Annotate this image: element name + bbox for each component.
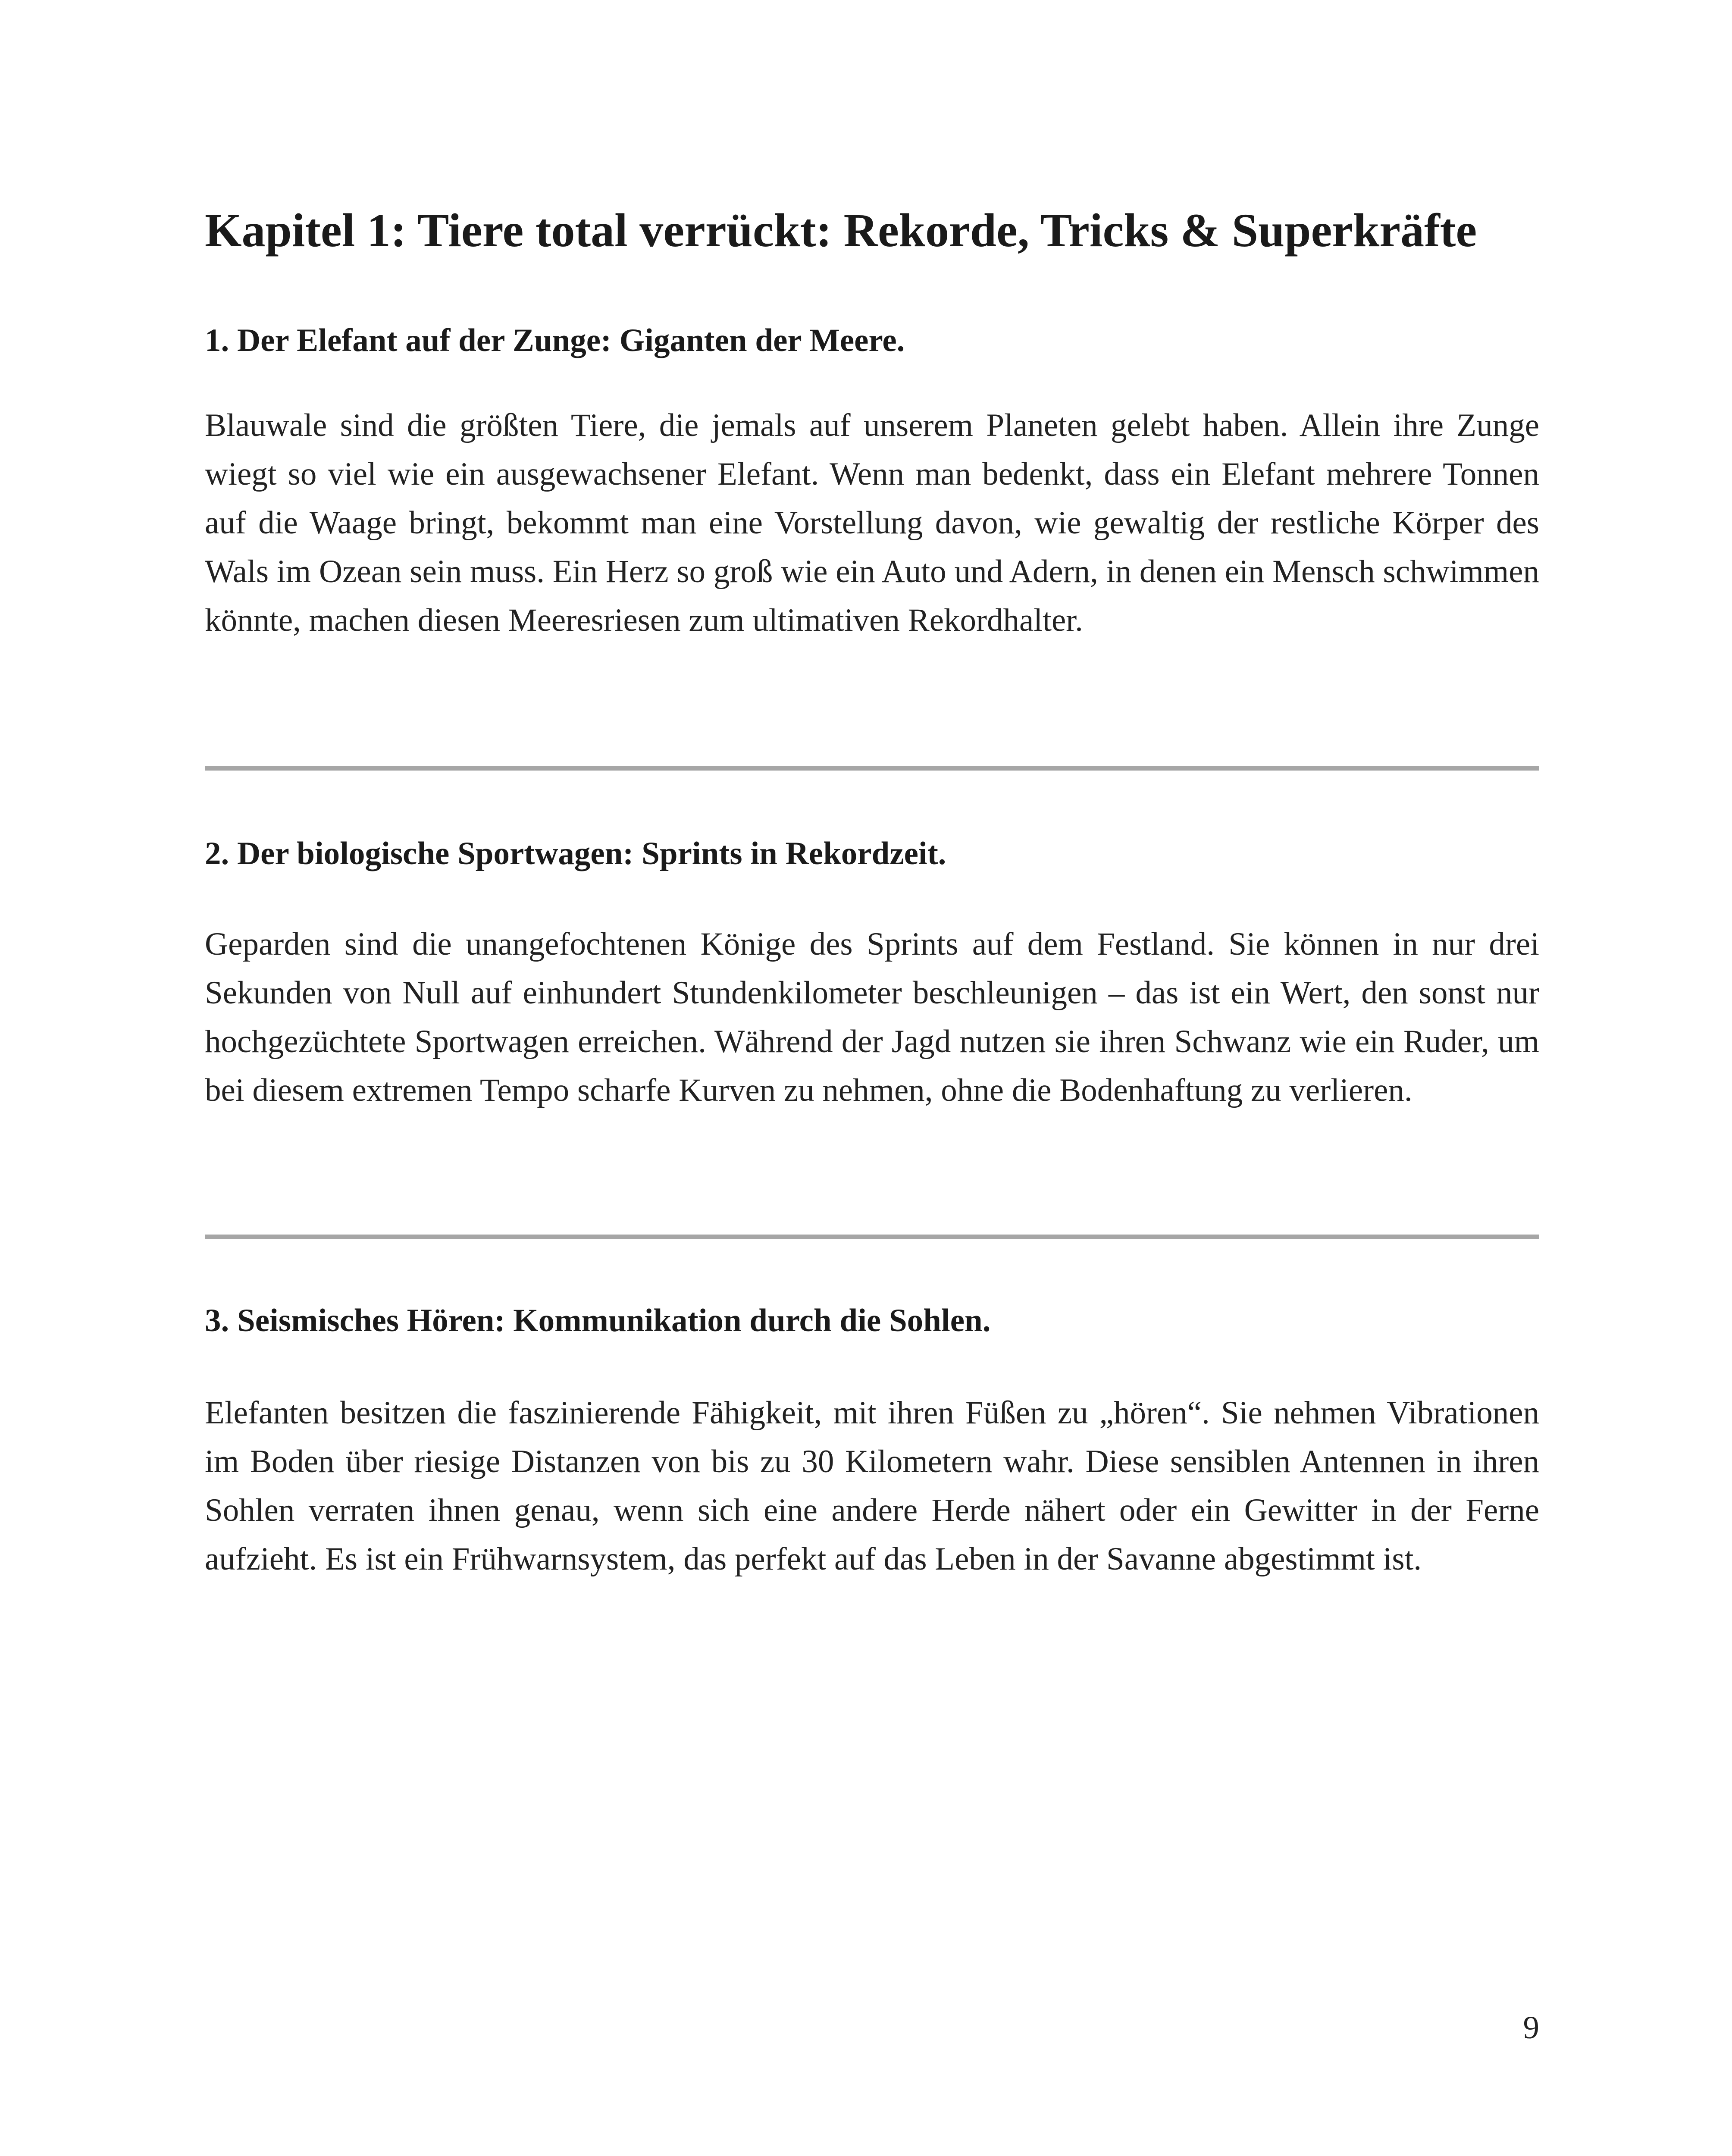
page-number: 9 [1523,2010,1539,2046]
section-paragraph-2: Geparden sind die unangefochtenen Könige des Sprints auf dem Festland. Sie können in nur drei Sekunden von Null auf einhundert Stundenkilometer beschleunigen – das ist ein Wert, den sonst nur hochgezüchtete Sportwagen erreichen. Während der Jagd nutzen sie ihren Schwanz wie ein Ruder, um bei diesem extremen Tempo scharfe Kurven zu nehmen, ohne die Bodenhaftung zu verlieren. [205,926,1539,1108]
section-paragraph-3: Elefanten besitzen die faszinierende Fähigkeit, mit ihren Füßen zu „hören“. Sie nehmen Vibrationen im Boden über riesige Distanzen von bis zu 30 Kilometern wahr. Diese sensiblen Antennen in ihren Sohlen verraten ihnen genau, wenn sich eine andere Herde nähert oder ein Gewitter in der Ferne aufzieht. Es ist ein Frühwarnsystem, das perfekt auf das Leben in der Savanne abgestimmt ist. [205,1395,1539,1577]
section-heading-3: 3. Seismisches Hören: Kommunikation durch die Sohlen. [205,1303,991,1338]
section-heading-1: 1. Der Elefant auf der Zunge: Giganten der Meere. [205,323,905,358]
section-divider [205,1235,1539,1239]
section-paragraph-1: Blauwale sind die größten Tiere, die jemals auf unserem Planeten gelebt haben. Allein ihre Zunge wiegt so viel wie ein ausgewachsener Elefant. Wenn man bedenkt, dass ein Elefant mehrere Tonnen auf die Waage bringt, bekommt man eine Vorstellung davon, wie gewaltig der restliche Körper des Wals im Ozean sein muss. Ein Herz so groß wie ein Auto und Adern, in denen ein Mensch schwimmen könnte, machen diesen Meeresriesen zum ultimativen Rekordhalter. [205,407,1539,638]
section-heading-2: 2. Der biologische Sportwagen: Sprints in Rekordzeit. [205,836,946,871]
chapter-title: Kapitel 1: Tiere total verrückt: Rekorde, Tricks & Superkräfte [205,204,1477,257]
section-divider [205,766,1539,771]
